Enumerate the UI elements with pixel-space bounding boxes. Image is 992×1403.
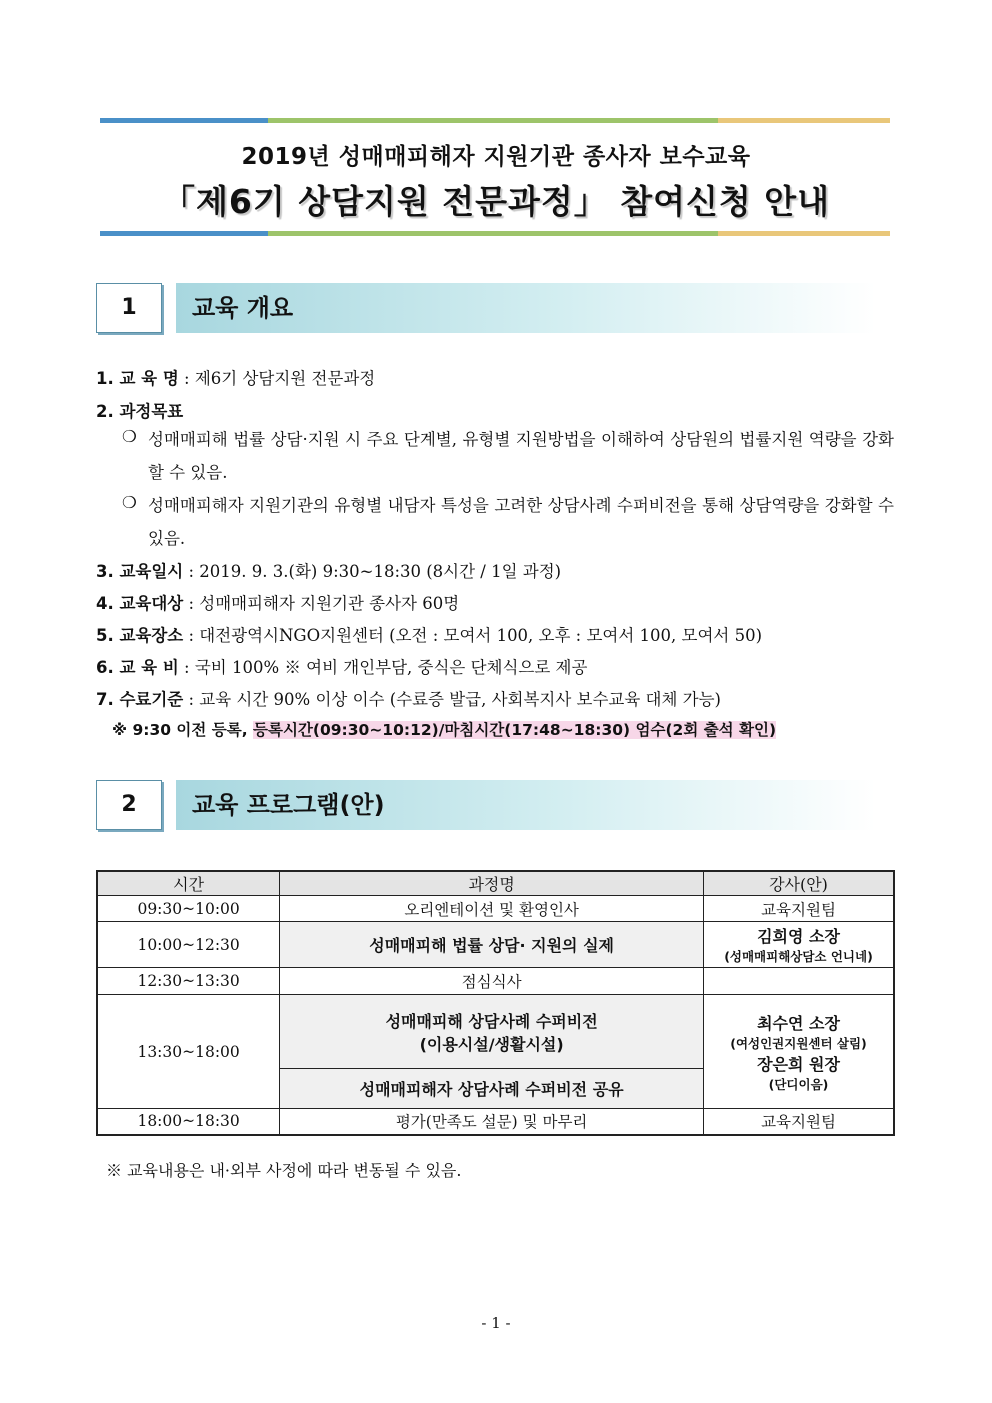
section-2-number: 2 <box>96 780 162 830</box>
row-time: 13:30~18:00 <box>97 995 280 1109</box>
item-label: 4. 교육대상 <box>96 594 184 613</box>
table-row <box>97 922 894 968</box>
lecturer-name: 장은희 원장 <box>757 1054 840 1074</box>
table-row <box>97 968 894 995</box>
row-course-b: 성매매피해자 상담사례 수퍼비전 공유 <box>280 1069 704 1109</box>
table-row <box>97 1109 894 1135</box>
lecturer-org: (단디이음) <box>768 1076 829 1092</box>
row-course: 평가(만족도 설문) 및 마무리 <box>280 1109 704 1135</box>
title-line-1: 2019년 성매매피해자 지원기관 종사자 보수교육 <box>241 144 751 170</box>
table-row <box>97 896 894 922</box>
lecturer-name: 김희영 소장 <box>757 927 840 946</box>
row-lecturer: 교육지원팀 <box>704 896 895 922</box>
goal-text-1: 성매매피해 법률 상담·지원 시 주요 단계별, 유형별 지원방법을 이해하여 상담원의 법률지원 역량을 강화할 수 있음. <box>148 430 894 482</box>
program-table <box>96 870 895 1136</box>
notice-highlight: 등록시간(09:30~10:12)/마침시간(17:48~18:30) 엄수(2회 출석 확인) <box>253 721 777 739</box>
notice-prefix: ※ 9:30 이전 등록, <box>112 721 253 739</box>
course-a-line2: (이용시설/생활시설) <box>419 1034 564 1054</box>
table-footnote: ※ 교육내용은 내·외부 사정에 따라 변동될 수 있음. <box>106 1161 462 1180</box>
header-course: 과정명 <box>280 871 704 896</box>
item-value: : 국비 100% ※ 여비 개인부담, 중식은 단체식으로 제공 <box>178 658 588 677</box>
row-course: 성매매피해 법률 상담· 지원의 실제 <box>280 922 704 968</box>
item-fee <box>96 654 587 678</box>
bottom-color-bar <box>100 231 890 236</box>
item-value: : 성매매피해자 지원기관 종사자 60명 <box>183 594 460 613</box>
goal-bullet-2: ❍ <box>122 493 137 512</box>
item-value: : 제6기 상담지원 전문과정 <box>178 369 376 388</box>
item-target <box>96 590 459 614</box>
row-lecturer-cell <box>704 995 895 1109</box>
item-label: 5. 교육장소 <box>96 626 184 645</box>
row-time: 10:00~12:30 <box>97 922 280 968</box>
goal-text-2: 성매매피해자 지원기관의 유형별 내담자 특성을 고려한 상담사례 수퍼비전을 통해 상담역량을 강화할 수 있음. <box>148 496 894 548</box>
item-label: 3. 교육일시 <box>96 562 184 581</box>
item-venue <box>96 622 762 646</box>
item-label: 2. 과정목표 <box>96 402 184 421</box>
item-course-name <box>96 365 375 389</box>
item-goals <box>96 398 183 422</box>
top-color-bar <box>100 118 890 123</box>
section-1-title: 교육 개요 <box>176 283 876 333</box>
item-label: 6. 교 육 비 <box>96 658 179 677</box>
lecturer-name: 최수연 소장 <box>757 1013 840 1033</box>
row-lecturer-cell <box>704 922 895 968</box>
registration-notice <box>112 718 776 740</box>
lecturer-org: (여성인권지원센터 살림) <box>730 1035 867 1051</box>
table-header-row <box>97 871 894 896</box>
row-course: 점심식사 <box>280 968 704 995</box>
lecturer-org: (성매매피해상담소 언니네) <box>724 949 873 964</box>
goal-bullet-1: ❍ <box>122 427 137 446</box>
row-course: 오리엔테이션 및 환영인사 <box>280 896 704 922</box>
row-time: 09:30~10:00 <box>97 896 280 922</box>
header-lecturer: 강사(안) <box>704 871 895 896</box>
item-date <box>96 558 561 582</box>
page-number: - 1 - <box>481 1314 511 1332</box>
section-2-title: 교육 프로그램(안) <box>176 780 876 830</box>
item-value: : 교육 시간 90% 이상 이수 (수료증 발급, 사회복지사 보수교육 대체 가능) <box>183 690 721 709</box>
item-completion <box>96 686 721 710</box>
section-1-number: 1 <box>96 283 162 333</box>
header-time: 시간 <box>97 871 280 896</box>
item-label: 7. 수료기준 <box>96 690 184 709</box>
row-lecturer: 교육지원팀 <box>704 1109 895 1135</box>
row-lecturer <box>704 968 895 995</box>
item-label: 1. 교 육 명 <box>96 369 179 388</box>
course-a-line1: 성매매피해 상담사례 수퍼비전 <box>385 1011 598 1031</box>
table-row <box>97 995 894 1069</box>
row-time: 18:00~18:30 <box>97 1109 280 1135</box>
item-value: : 2019. 9. 3.(화) 9:30~18:30 (8시간 / 1일 과정) <box>183 562 562 581</box>
title-line-2: 「제6기 상담지원 전문과정」 참여신청 안내 <box>162 182 830 221</box>
item-value: : 대전광역시NGO지원센터 (오전 : 모여서 100, 오후 : 모여서 100, 모여서 50) <box>183 626 763 645</box>
row-course-a <box>280 995 704 1069</box>
row-time: 12:30~13:30 <box>97 968 280 995</box>
